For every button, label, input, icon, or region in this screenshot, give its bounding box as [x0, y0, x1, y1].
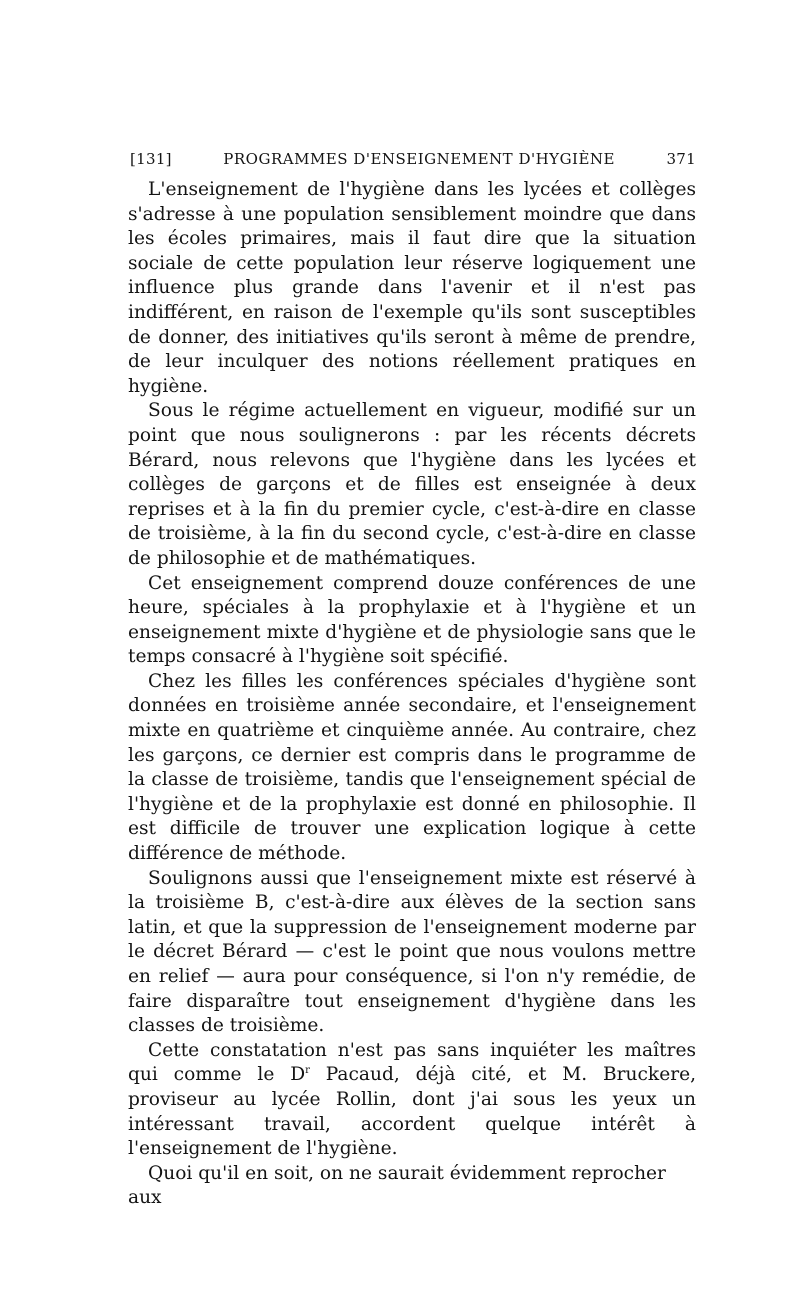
paragraph-text: Pacaud, déjà cité, et M. Bruckere, proviseur au lycée Rollin, dont j'ai sous les yeux un intéressant travail, accordent quelque intérêt à l'enseignement de l'hygiène. — [128, 1064, 697, 1160]
paragraph: Sous le régime actuellement en vigueur, modifié sur un point que nous soulignerons : par les récents décrets Bérard, nous relevons que l'hygiène dans les lycées et collèges de garçons et de filles est enseignée à deux reprises et à la fin du premier cycle, c'est-à-dire en classe de troisième, à la fin du second cycle, c'est-à-dire en classe de philosophie et de mathématiques. — [128, 400, 696, 569]
body-text — [128, 178, 696, 1211]
paragraph: Cet enseignement comprend douze conférences de une heure, spéciales à la prophylaxie et à l'hygiène et un enseignement mixte d'hygiène et de physiologie sans que le temps consacré à l'hygiène soit spécifié. — [128, 572, 696, 668]
section-number: [131] — [130, 150, 172, 168]
running-header — [128, 150, 696, 168]
abbreviation-superscript: r — [305, 1065, 310, 1077]
paragraph-last: Quoi qu'il en soit, on ne saurait évidemment reprocher aux — [128, 1162, 666, 1209]
paragraph: Soulignons aussi que l'enseignement mixte est réservé à la troisième B, c'est-à-dire aux élèves de la section sans latin, et que la suppression de l'enseignement moderne par le décret Bérard — c'est le point que nous voulons mettre en relief — aura pour conséquence, si l'on n'y remédie, de faire disparaître tout enseignement d'hygiène dans les classes de troisième. — [128, 867, 696, 1037]
paragraph-text: Cette constatation n'est pas sans inquiéter les maîtres qui comme le D — [128, 1039, 696, 1086]
running-title: PROGRAMMES D'ENSEIGNEMENT D'HYGIÈNE — [223, 150, 616, 168]
paragraph: L'enseignement de l'hygiène dans les lycées et collèges s'adresse à une population sensiblement moindre que dans les écoles primaires, mais il faut dire que la situation sociale de cette population leur réserve logiquement une influence plus grande dans l'avenir et il n'est pas indifférent, en raison de l'exemple qu'ils sont susceptibles de donner, des initiatives qu'ils seront à même de prendre, de leur inculquer des notions réellement pratiques en hygiène. — [128, 179, 696, 397]
paragraph — [128, 1039, 696, 1162]
paragraph: Chez les filles les conférences spéciales d'hygiène sont données en troisième année secondaire, et l'enseignement mixte en quatrième et cinquième année. Au contraire, chez les garçons, ce dernier est compris dans le programme de la classe de troisième, tandis que l'enseignement spécial de l'hygiène et de la prophylaxie est donné en philosophie. Il est difficile de trouver une explication logique à cette différence de méthode. — [128, 670, 696, 865]
book-page — [128, 150, 696, 1211]
page-number: 371 — [666, 150, 696, 168]
